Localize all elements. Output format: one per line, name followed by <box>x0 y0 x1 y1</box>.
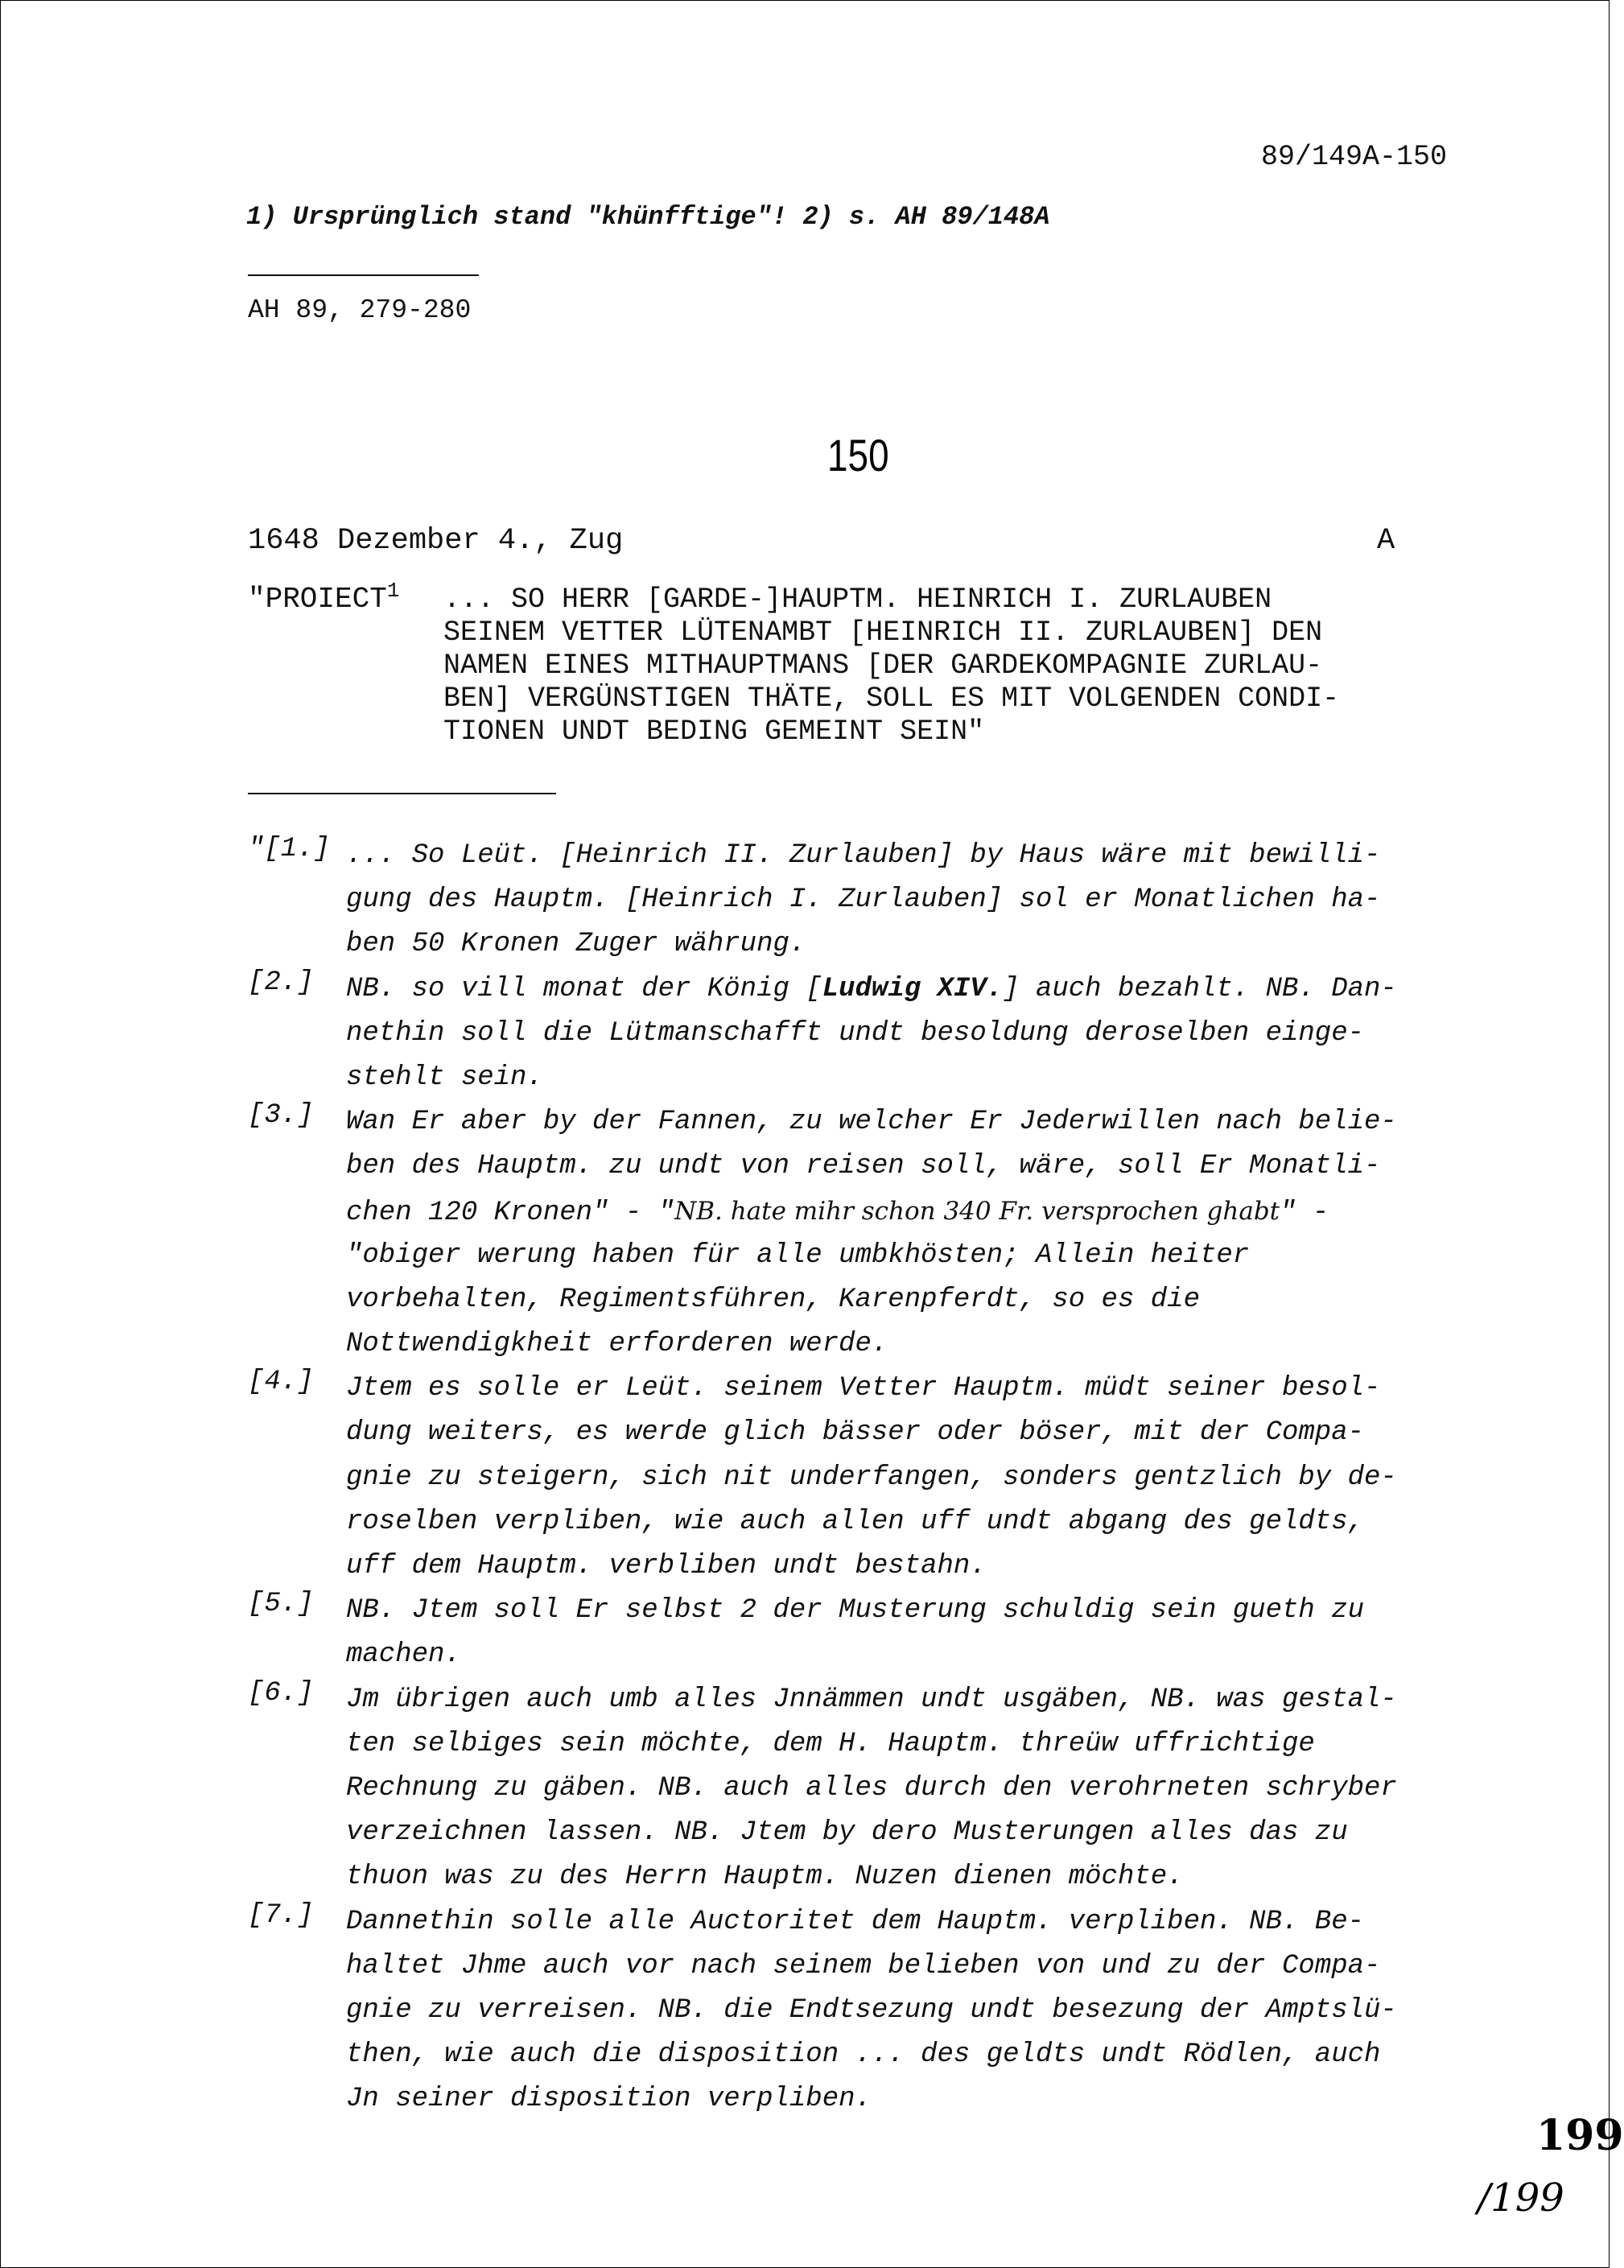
item-line: Jm übrigen auch umb alles Jnnämmen undt usgäben, NB. was gestal- <box>346 1684 1397 1715</box>
document-number: 150 <box>827 430 889 480</box>
item-line: Jn seiner disposition verpliben. <box>346 2084 872 2115</box>
item-line: gung des Hauptm. [Heinrich I. Zurlauben] sol er Monatlichen ha- <box>346 885 1381 916</box>
item-line: dung weiters, es werde glich bässer oder böser, mit der Compa- <box>346 1417 1365 1449</box>
item-line: Nottwendigkheit erforderen werde. <box>346 1329 888 1360</box>
list-item <box>248 1367 1487 1589</box>
handwritten-note: NB. hate mihr schon 340 Fr. versprochen ghabt <box>674 1196 1280 1226</box>
item-line: ten selbiges sein möchte, dem H. Hauptm. threüw uffrichtige <box>346 1728 1315 1759</box>
item-line: Dannethin solle alle Auctoritet dem Hauptm. verpliben. NB. Be- <box>346 1906 1365 1937</box>
item-line: gnie zu steigern, sich nit underfangen, sonders gentzlich by de- <box>346 1462 1397 1493</box>
item-line: machen. <box>346 1639 461 1671</box>
item-number: [4.] <box>248 1367 314 1398</box>
item-line: haltet Jhme auch vor nach seinem belieben von und zu der Compa- <box>346 1950 1381 1981</box>
item-line: Rechnung zu gäben. NB. auch alles durch den verohrneten schryber <box>346 1772 1397 1804</box>
list-item <box>248 1589 1487 1677</box>
item-line <box>346 967 1397 1012</box>
item-number: [5.] <box>248 1589 314 1620</box>
king-name: Ludwig XIV. <box>822 973 1004 1004</box>
date-place: 1648 Dezember 4., Zug <box>248 524 624 558</box>
list-item <box>248 1678 1487 1900</box>
footnote-mark: 1 <box>386 579 400 603</box>
item-line: "obiger werung haben für alle umbkhösten; Allein heiter <box>346 1239 1250 1271</box>
version-letter: A <box>1377 524 1395 558</box>
item-line: verzeichnen lassen. NB. Jtem by dero Musterungen alles das zu <box>346 1817 1348 1849</box>
page-number: 199 <box>1536 2111 1624 2160</box>
list-item <box>248 967 1487 1101</box>
item-line: nethin soll die Lütmanschafft undt besoldung deroselben einge- <box>346 1017 1365 1049</box>
item-number: "[1.] <box>248 834 331 864</box>
item-line: ben des Hauptm. zu undt von reisen soll, wäre, soll Er Monatli- <box>346 1151 1381 1182</box>
item-line <box>346 1190 1397 1234</box>
list-item <box>248 1900 1487 2122</box>
item-text: chen 120 Kronen" - " <box>346 1197 675 1228</box>
item-line: ben 50 Kronen Zuger währung. <box>346 929 806 960</box>
item-text: " - <box>1280 1197 1329 1228</box>
item-line: uff dem Hauptm. verbliben undt bestahn. <box>346 1551 987 1581</box>
item-list <box>248 834 1487 2122</box>
item-number: [3.] <box>248 1100 314 1132</box>
item-line: Wan Er aber by der Fannen, zu welcher Er Jederwillen nach belie- <box>346 1107 1397 1138</box>
item-line: vorbehalten, Regimentsführen, Karenpferdt, so es die <box>346 1284 1200 1315</box>
divider <box>248 274 479 276</box>
item-line: Jtem es solle er Leüt. seinem Vetter Hauptm. müdt seiner besol- <box>346 1373 1381 1404</box>
item-line: thuon was zu des Herrn Hauptm. Nuzen dienen möchte. <box>346 1862 1184 1893</box>
item-text: NB. so vill monat der König [ <box>346 973 822 1004</box>
title-line: BEN] VERGÜNSTIGEN THÄTE, SOLL ES MIT VOLGENDEN CONDI- <box>443 682 1340 715</box>
title-line: ... SO HERR [GARDE-]HAUPTM. HEINRICH I. ZURLAUBEN <box>443 583 1272 616</box>
item-text: ] auch bezahlt. NB. Dan- <box>1003 973 1397 1004</box>
title-lead-text: "PROIECT <box>248 583 387 616</box>
item-line: then, wie auch die disposition ... des geldts undt Rödlen, auch <box>346 2039 1381 2071</box>
divider <box>248 793 556 794</box>
page-stamp: /199 <box>1478 2175 1564 2221</box>
item-line: roselben verpliben, wie auch allen uff undt abgang des geldts, <box>346 1506 1365 1537</box>
item-line: stehlt sein. <box>346 1062 543 1093</box>
list-item <box>248 834 1487 967</box>
item-line: ... So Leüt. [Heinrich II. Zurlauben] by Haus wäre mit bewilli- <box>346 840 1381 871</box>
list-item <box>248 1100 1487 1367</box>
document-title <box>443 583 1490 748</box>
footnotes: 1) Ursprünglich stand "khünfftige"! 2) s. AH 89/148A <box>246 202 1050 232</box>
document-id: 89/149A-150 <box>1261 141 1448 173</box>
item-number: [7.] <box>248 1899 314 1931</box>
item-line: NB. Jtem soll Er selbst 2 der Musterung schuldig sein gueth zu <box>346 1595 1365 1627</box>
title-line: SEINEM VETTER LÜTENAMBT [HEINRICH II. ZURLAUBEN] DEN <box>443 616 1323 649</box>
item-number: [2.] <box>248 967 314 998</box>
title-lead <box>248 579 400 616</box>
title-line: TIONEN UNDT BEDING GEMEINT SEIN" <box>443 715 985 748</box>
archive-reference: AH 89, 279-280 <box>248 295 472 325</box>
item-number: [6.] <box>248 1677 314 1709</box>
item-line: gnie zu verreisen. NB. die Endtsezung undt besezung der Amptslü- <box>346 1994 1397 2026</box>
title-line: NAMEN EINES MITHAUPTMANS [DER GARDEKOMPAGNIE ZURLAU- <box>443 649 1323 682</box>
